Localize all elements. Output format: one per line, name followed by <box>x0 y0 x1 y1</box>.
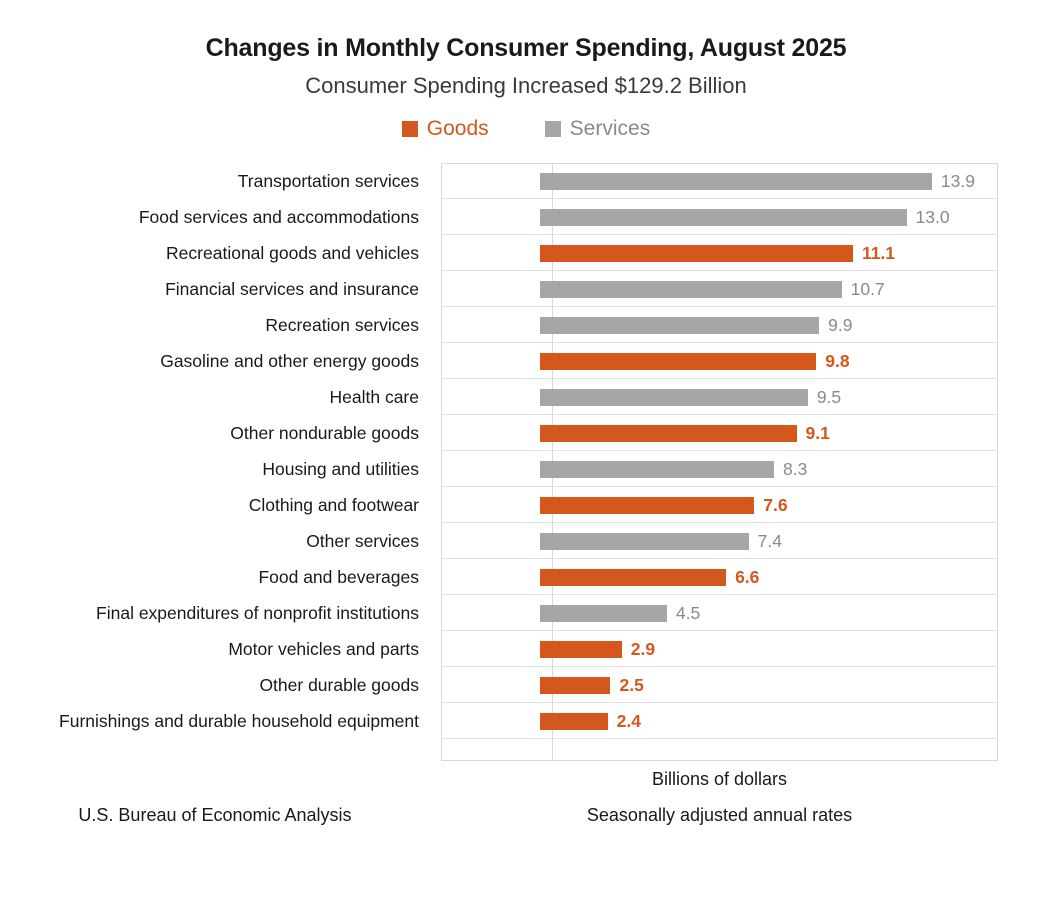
bar-row <box>0 163 1052 199</box>
bar-zone <box>430 271 1052 307</box>
bar-goods[interactable] <box>540 677 610 694</box>
legend-item-goods[interactable] <box>402 117 489 141</box>
bar-zone <box>430 343 1052 379</box>
bar-value-label: 11.1 <box>861 242 896 263</box>
bar-zone <box>430 703 1052 739</box>
category-label: Motor vehicles and parts <box>228 638 419 659</box>
source-label: U.S. Bureau of Economic Analysis <box>78 805 352 825</box>
category-label: Clothing and footwear <box>248 494 419 515</box>
legend-label-services: Services <box>569 117 651 140</box>
bar-zone <box>430 199 1052 235</box>
bar-goods[interactable] <box>540 353 816 370</box>
bar-services[interactable] <box>540 317 819 334</box>
chart-title: Changes in Monthly Consumer Spending, August 2025 <box>205 34 847 62</box>
chart-subtitle: Consumer Spending Increased $129.2 Billion <box>305 73 747 98</box>
bar-zone <box>430 487 1052 523</box>
bar-row <box>0 235 1052 271</box>
bar-value-label: 9.9 <box>828 314 853 335</box>
bar-value-label: 7.6 <box>763 494 788 515</box>
bar-zone <box>430 451 1052 487</box>
bar-value-label: 2.4 <box>616 710 641 731</box>
bar-services[interactable] <box>540 461 774 478</box>
category-label: Furnishings and durable household equipment <box>59 710 419 731</box>
bar-zone <box>430 595 1052 631</box>
bar-goods[interactable] <box>540 569 726 586</box>
category-label: Transportation services <box>237 170 419 191</box>
bar-value-label: 7.4 <box>757 530 782 551</box>
bar-goods[interactable] <box>540 425 797 442</box>
bar-zone <box>430 667 1052 703</box>
bar-rows <box>0 163 1052 739</box>
bar-services[interactable] <box>540 209 907 226</box>
bar-row <box>0 631 1052 667</box>
bar-value-label: 13.9 <box>940 170 975 191</box>
chart-legend <box>0 117 1052 141</box>
plot-wrap <box>0 163 1052 763</box>
bar-row <box>0 559 1052 595</box>
bar-value-label: 6.6 <box>735 566 760 587</box>
chart-container <box>0 34 1052 900</box>
legend-swatch-goods-icon <box>402 121 418 137</box>
legend-label-goods: Goods <box>426 117 489 140</box>
bar-zone <box>430 379 1052 415</box>
bar-zone <box>430 523 1052 559</box>
category-label: Housing and utilities <box>262 458 419 479</box>
bar-row <box>0 199 1052 235</box>
bar-value-label: 9.1 <box>805 422 830 443</box>
bar-value-label: 10.7 <box>850 278 885 299</box>
category-label: Food and beverages <box>258 566 419 587</box>
bar-row <box>0 271 1052 307</box>
bar-row <box>0 379 1052 415</box>
bar-row <box>0 595 1052 631</box>
bar-zone <box>430 559 1052 595</box>
legend-item-services[interactable] <box>545 117 651 141</box>
note-label: Seasonally adjusted annual rates <box>586 805 853 825</box>
bar-zone <box>430 631 1052 667</box>
bar-value-label: 13.0 <box>915 206 950 227</box>
bar-row <box>0 451 1052 487</box>
category-label: Recreation services <box>265 314 419 335</box>
category-label: Health care <box>329 386 419 407</box>
bar-goods[interactable] <box>540 713 608 730</box>
bar-services[interactable] <box>540 173 932 190</box>
legend-swatch-services-icon <box>545 121 561 137</box>
bar-value-label: 8.3 <box>783 458 808 479</box>
bar-value-label: 4.5 <box>675 602 701 623</box>
x-axis-title: Billions of dollars <box>651 769 788 789</box>
bar-services[interactable] <box>540 605 667 622</box>
bar-goods[interactable] <box>540 497 754 514</box>
category-label: Food services and accommodations <box>138 206 419 227</box>
bar-row <box>0 667 1052 703</box>
category-label: Financial services and insurance <box>165 278 419 299</box>
bar-services[interactable] <box>540 389 808 406</box>
category-label: Recreational goods and vehicles <box>166 242 419 263</box>
category-label: Final expenditures of nonprofit institutions <box>96 602 419 623</box>
category-label: Other durable goods <box>259 674 419 695</box>
bar-value-label: 2.9 <box>630 638 656 659</box>
bar-row <box>0 415 1052 451</box>
bar-zone <box>430 307 1052 343</box>
bar-value-label: 9.8 <box>825 350 850 371</box>
bar-row <box>0 523 1052 559</box>
bar-goods[interactable] <box>540 641 622 658</box>
bar-services[interactable] <box>540 281 842 298</box>
category-label: Other services <box>306 530 419 551</box>
bar-row <box>0 307 1052 343</box>
bar-row <box>0 703 1052 739</box>
category-label: Gasoline and other energy goods <box>160 350 419 371</box>
bar-zone <box>430 415 1052 451</box>
bar-row <box>0 487 1052 523</box>
bar-services[interactable] <box>540 533 749 550</box>
bar-goods[interactable] <box>540 245 853 262</box>
category-label: Other nondurable goods <box>230 422 419 443</box>
bar-zone <box>430 163 1052 199</box>
bar-value-label: 9.5 <box>816 386 842 407</box>
bar-row <box>0 343 1052 379</box>
row-gridline <box>441 738 998 739</box>
bar-zone <box>430 235 1052 271</box>
bar-value-label: 2.5 <box>619 674 644 695</box>
